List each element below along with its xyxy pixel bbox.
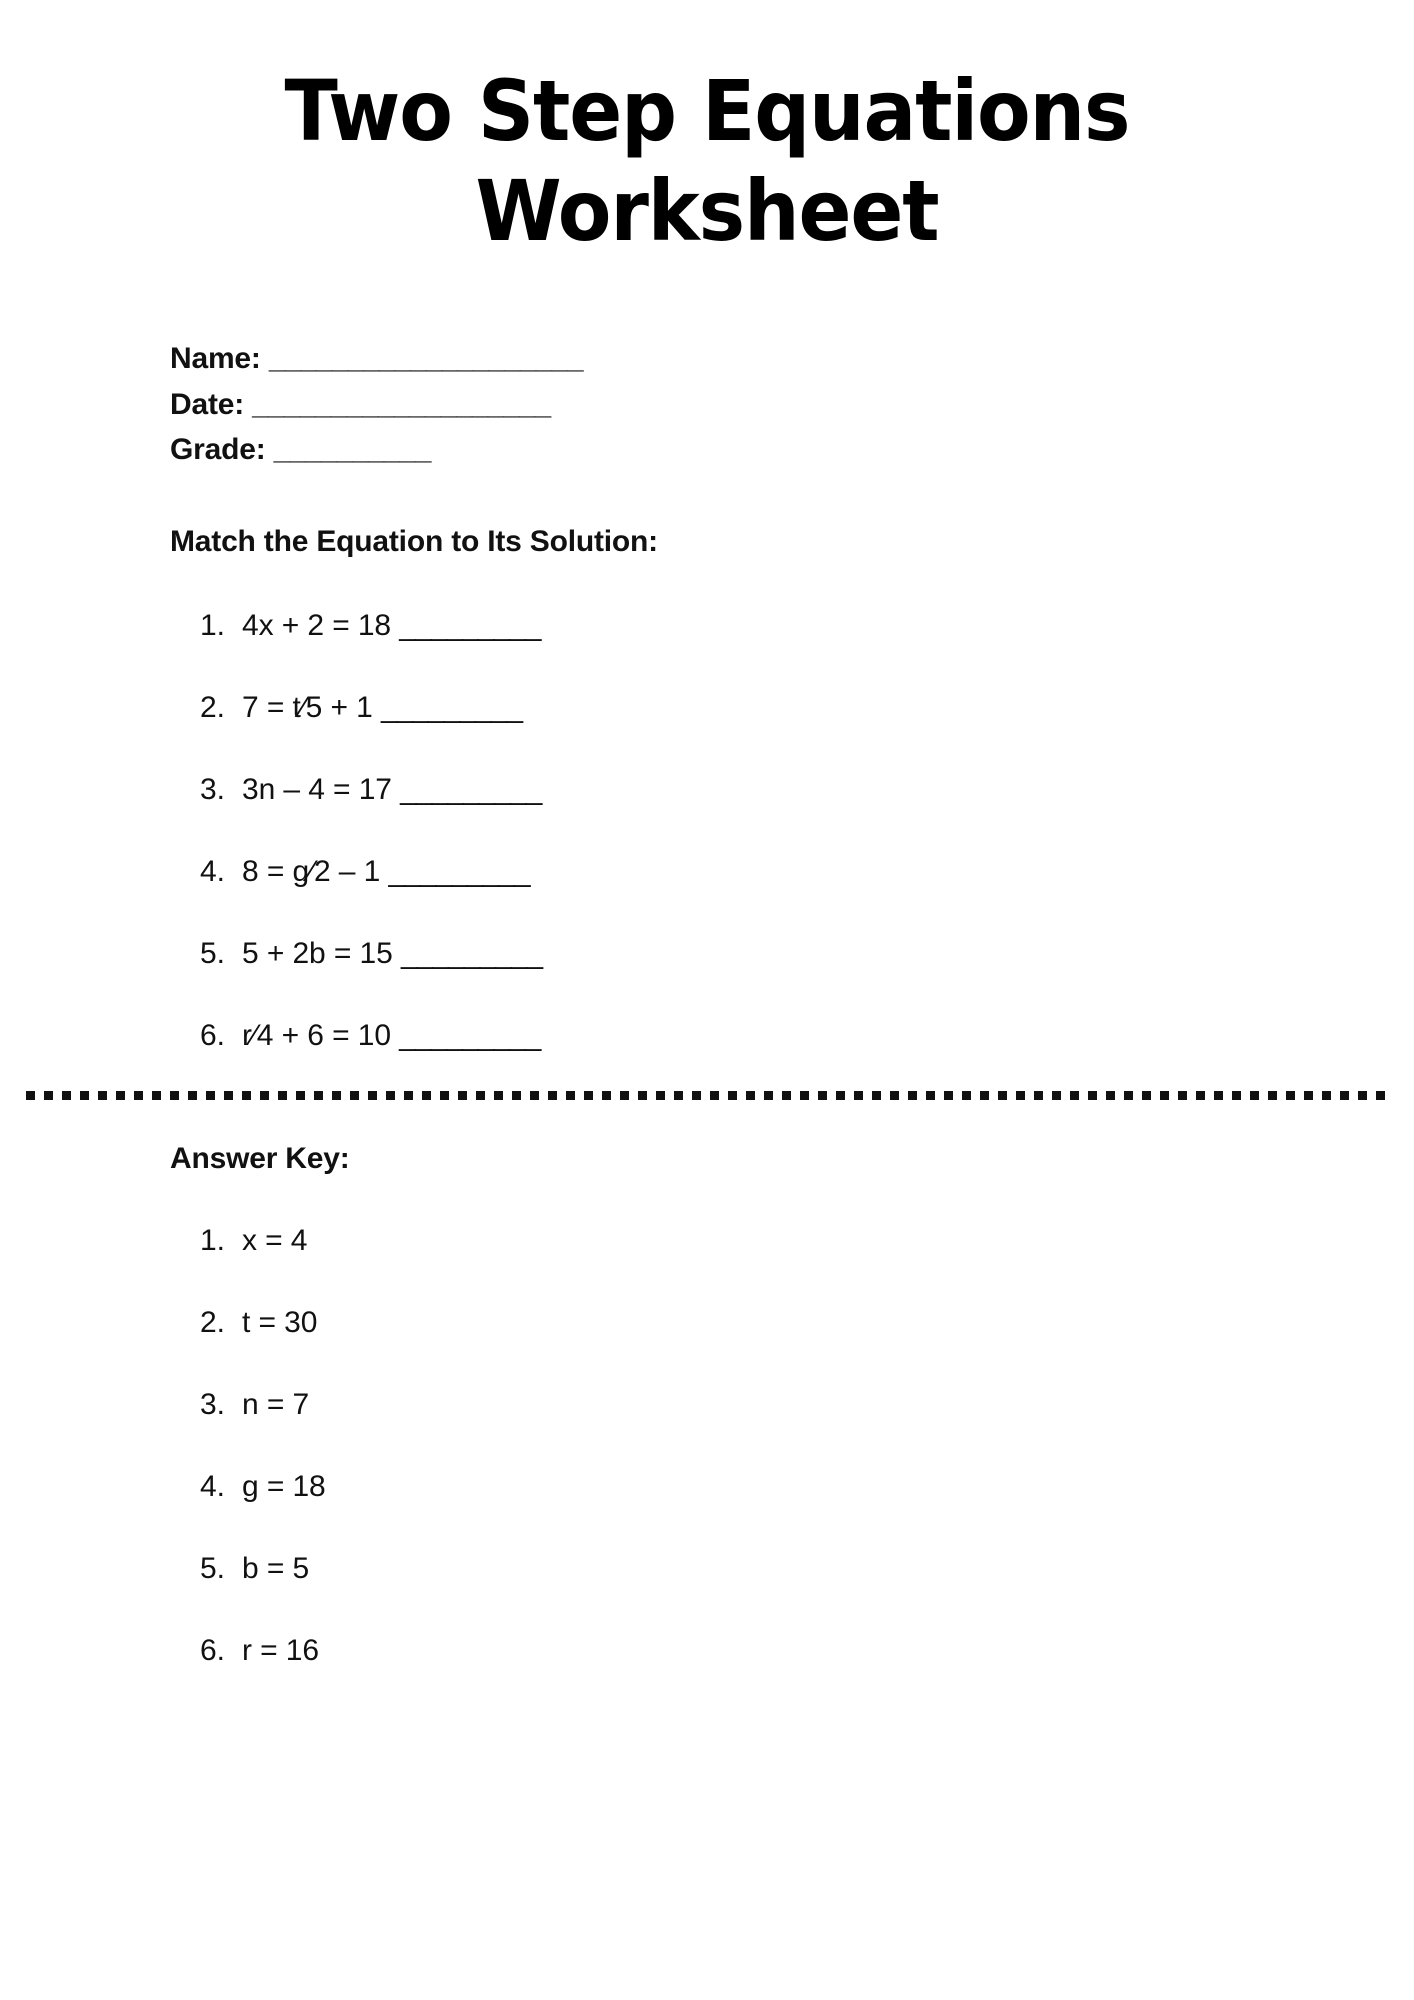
answer-key-heading: Answer Key: bbox=[170, 1141, 350, 1175]
dotted-divider bbox=[26, 1091, 1390, 1100]
answer-item bbox=[200, 1552, 1414, 1586]
name-field-blank[interactable]: ____________________ bbox=[268, 341, 583, 375]
answer-number: 2. bbox=[200, 1305, 225, 1339]
answer-item bbox=[200, 1224, 1414, 1258]
equation-number: 2. bbox=[200, 690, 225, 724]
match-section-heading: Match the Equation to Its Solution: bbox=[170, 524, 658, 558]
answer-number: 3. bbox=[200, 1387, 225, 1421]
answer-text: g = 18 bbox=[242, 1469, 326, 1503]
date-field-row bbox=[170, 382, 1414, 428]
equation-text: 7 = t⁄5 + 1 bbox=[242, 690, 373, 724]
answer-item bbox=[200, 1470, 1414, 1504]
equation-item bbox=[200, 773, 1414, 807]
answer-number: 4. bbox=[200, 1469, 225, 1503]
name-field-label: Name: bbox=[170, 341, 261, 375]
answer-text: x = 4 bbox=[242, 1223, 308, 1257]
answer-text: b = 5 bbox=[242, 1551, 310, 1585]
equation-item bbox=[200, 855, 1414, 889]
equation-answer-blank[interactable]: _________ bbox=[400, 936, 543, 970]
date-field-blank[interactable]: ___________________ bbox=[252, 387, 551, 421]
grade-field-label: Grade: bbox=[170, 433, 266, 467]
answer-text: t = 30 bbox=[242, 1305, 318, 1339]
title-block bbox=[0, 0, 1414, 262]
equation-list bbox=[0, 609, 1414, 1053]
equation-answer-blank[interactable]: _________ bbox=[399, 608, 541, 642]
equation-number: 6. bbox=[200, 1018, 225, 1052]
answer-item bbox=[200, 1306, 1414, 1340]
equation-answer-blank[interactable]: _________ bbox=[388, 854, 530, 888]
answer-text: r = 16 bbox=[242, 1633, 319, 1667]
answer-number: 1. bbox=[200, 1223, 225, 1257]
equation-text: 4x + 2 = 18 bbox=[242, 608, 392, 642]
equation-item bbox=[200, 937, 1414, 971]
equation-number: 3. bbox=[200, 772, 225, 806]
equation-text: r⁄4 + 6 = 10 bbox=[242, 1018, 391, 1052]
equation-text: 8 = g⁄2 – 1 bbox=[242, 854, 381, 888]
equation-answer-blank[interactable]: _________ bbox=[400, 772, 542, 806]
equation-item bbox=[200, 691, 1414, 725]
equation-number: 4. bbox=[200, 854, 225, 888]
equation-number: 5. bbox=[200, 936, 225, 970]
equation-answer-blank[interactable]: _________ bbox=[380, 690, 523, 724]
answer-number: 6. bbox=[200, 1633, 225, 1667]
answer-item bbox=[200, 1634, 1414, 1668]
name-field-row bbox=[170, 336, 1414, 382]
equation-answer-blank[interactable]: _________ bbox=[399, 1018, 541, 1052]
equation-item bbox=[200, 609, 1414, 643]
section-divider-wrap bbox=[0, 1091, 1414, 1100]
page-title: Two Step Equations Worksheet bbox=[284, 62, 1130, 260]
equation-text: 5 + 2b = 15 bbox=[242, 936, 393, 970]
student-info-fields bbox=[0, 336, 1414, 473]
grade-field-blank[interactable]: __________ bbox=[273, 433, 431, 467]
date-field-label: Date: bbox=[170, 387, 245, 421]
answer-number: 5. bbox=[200, 1551, 225, 1585]
equation-text: 3n – 4 = 17 bbox=[242, 772, 392, 806]
equation-number: 1. bbox=[200, 608, 225, 642]
equation-item bbox=[200, 1019, 1414, 1053]
answer-key-list bbox=[0, 1224, 1414, 1668]
grade-field-row bbox=[170, 427, 1414, 473]
answer-item bbox=[200, 1388, 1414, 1422]
answer-text: n = 7 bbox=[242, 1387, 310, 1421]
